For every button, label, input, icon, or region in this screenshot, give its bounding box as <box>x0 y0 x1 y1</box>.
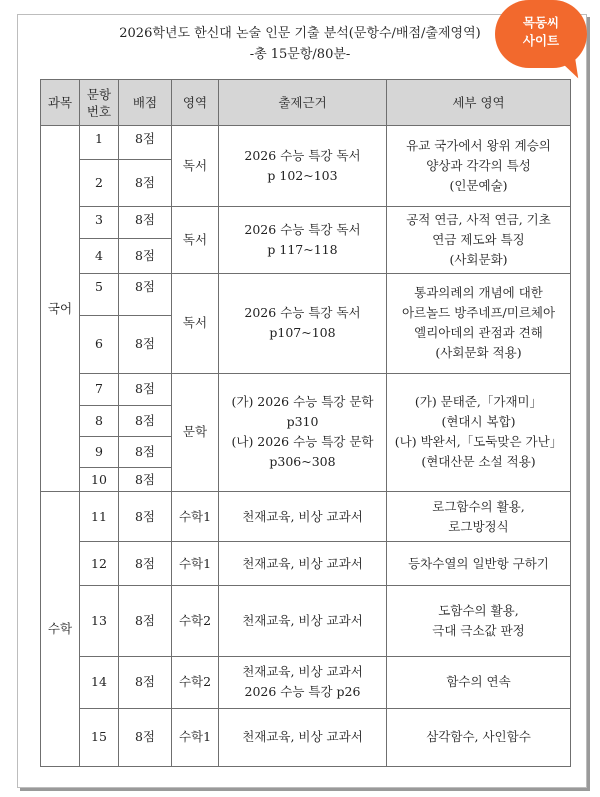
question-no: 1 <box>80 126 119 160</box>
question-no: 13 <box>80 586 119 656</box>
table-row <box>41 492 571 542</box>
question-no: 9 <box>80 436 119 467</box>
question-points: 8점 <box>119 315 172 373</box>
question-points: 8점 <box>119 160 172 207</box>
question-no: 5 <box>80 273 119 315</box>
source-cell: 천재교육, 비상 교과서 2026 수능 특강 p26 <box>219 656 387 708</box>
source-cell: (가) 2026 수능 특강 문학 p310 (나) 2026 수능 특강 문학 p306~308 <box>219 373 387 491</box>
question-points: 8점 <box>119 492 172 542</box>
question-points: 8점 <box>119 436 172 467</box>
detail-cell: 통과의례의 개념에 대한 아르놀드 방주네프/미르체아 엘리아데의 관점과 견해 (사회문화 적용) <box>387 273 571 373</box>
question-no: 14 <box>80 656 119 708</box>
question-no: 12 <box>80 542 119 586</box>
question-points: 8점 <box>119 373 172 405</box>
question-no: 2 <box>80 160 119 207</box>
source-cell: 2026 수능 특강 독서 p 117~118 <box>219 207 387 273</box>
area-cell: 문학 <box>172 373 219 491</box>
question-points: 8점 <box>119 207 172 239</box>
area-cell: 수학2 <box>172 656 219 708</box>
page-subtitle: -총 15문항/80분- <box>249 47 351 62</box>
table-row <box>41 542 571 586</box>
source-cell: 천재교육, 비상 교과서 <box>219 542 387 586</box>
header-area: 영역 <box>172 80 219 126</box>
area-cell: 수학1 <box>172 492 219 542</box>
question-points: 8점 <box>119 468 172 492</box>
question-points: 8점 <box>119 656 172 708</box>
detail-cell: 함수의 연속 <box>387 656 571 708</box>
header-detail: 세부 영역 <box>387 80 571 126</box>
question-points: 8점 <box>119 126 172 160</box>
detail-cell: 유교 국가에서 왕위 계승의 양상과 각각의 특성 (인문예술) <box>387 126 571 207</box>
question-no: 3 <box>80 207 119 239</box>
area-cell: 독서 <box>172 207 219 273</box>
detail-cell: 등차수열의 일반항 구하기 <box>387 542 571 586</box>
detail-cell: 도함수의 활용, 극대 극소값 판정 <box>387 586 571 656</box>
header-row <box>41 80 571 126</box>
table-row <box>41 273 571 315</box>
header-question-no: 문항 번호 <box>80 80 119 126</box>
question-no: 10 <box>80 468 119 492</box>
table-row <box>41 373 571 405</box>
question-no: 4 <box>80 239 119 273</box>
source-cell: 천재교육, 비상 교과서 <box>219 492 387 542</box>
table-row <box>41 126 571 160</box>
question-no: 8 <box>80 405 119 436</box>
table-row <box>41 586 571 656</box>
detail-cell: (가) 문태준,「가재미」 (현대시 복합) (나) 박완서,「도둑맞은 가난」 (현대산문 소설 적용) <box>387 373 571 491</box>
question-points: 8점 <box>119 239 172 273</box>
question-no: 7 <box>80 373 119 405</box>
table-row <box>41 207 571 239</box>
source-cell: 천재교육, 비상 교과서 <box>219 586 387 656</box>
question-no: 11 <box>80 492 119 542</box>
question-no: 6 <box>80 315 119 373</box>
badge-line-1: 목동씨 <box>522 15 560 30</box>
source-cell: 천재교육, 비상 교과서 <box>219 708 387 766</box>
question-points: 8점 <box>119 273 172 315</box>
source-cell: 2026 수능 특강 독서 p 102~103 <box>219 126 387 207</box>
area-cell: 수학2 <box>172 586 219 656</box>
detail-cell: 공적 연금, 사적 연금, 기초 연금 제도와 특징 (사회문화) <box>387 207 571 273</box>
badge-line-2: 사이트 <box>522 33 560 48</box>
header-subject: 과목 <box>41 80 80 126</box>
question-points: 8점 <box>119 542 172 586</box>
header-source: 출제근거 <box>219 80 387 126</box>
question-points: 8점 <box>119 405 172 436</box>
subject-korean: 국어 <box>41 126 80 492</box>
table-row <box>41 708 571 766</box>
area-cell: 독서 <box>172 126 219 207</box>
question-points: 8점 <box>119 708 172 766</box>
detail-cell: 로그함수의 활용, 로그방정식 <box>387 492 571 542</box>
area-cell: 수학1 <box>172 708 219 766</box>
exam-analysis-table <box>40 79 571 767</box>
detail-cell: 삼각함수, 사인함수 <box>387 708 571 766</box>
source-cell: 2026 수능 특강 독서 p107~108 <box>219 273 387 373</box>
header-points: 배점 <box>119 80 172 126</box>
area-cell: 수학1 <box>172 542 219 586</box>
area-cell: 독서 <box>172 273 219 373</box>
page-title: 2026학년도 한신대 논술 인문 기출 분석(문항수/배점/출제영역) <box>119 26 481 41</box>
table-row <box>41 656 571 708</box>
question-points: 8점 <box>119 586 172 656</box>
subject-math: 수학 <box>41 492 80 767</box>
question-no: 15 <box>80 708 119 766</box>
